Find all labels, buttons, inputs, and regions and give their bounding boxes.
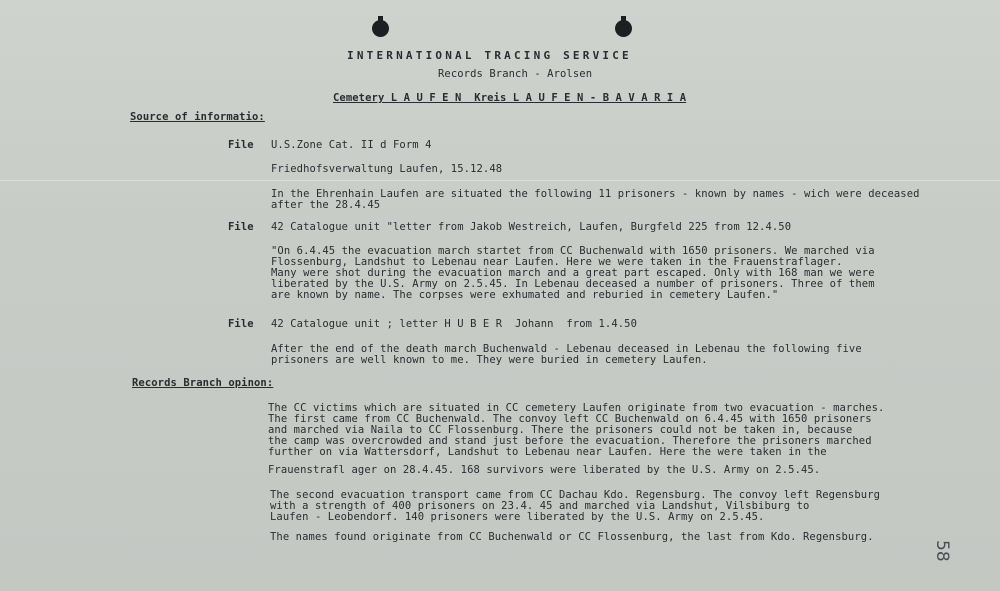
file1-source: Friedhofsverwaltung Laufen, 15.12.48 xyxy=(271,163,503,175)
file3-reference: 42 Catalogue unit ; letter H U B E R Johann from 1.4.50 xyxy=(271,318,638,330)
file2-text-line: are known by name. The corpses were exhumated and reburied in cemetery Laufen." xyxy=(271,289,779,301)
file-label-3: File xyxy=(228,318,254,330)
file-label-1: File xyxy=(228,139,254,151)
file1-text-line: In the Ehrenhain Laufen are situated the following 11 prisoners - known by names - wich were deceased xyxy=(271,188,920,200)
document-subtitle: Records Branch - Arolsen xyxy=(438,68,593,80)
file2-text-line: liberated by the U.S. Army on 2.5.45. In Lebenau deceased a number of prisoners. Three of them xyxy=(271,278,875,290)
punch-hole-right xyxy=(615,20,632,37)
file-label-2: File xyxy=(228,221,254,233)
opinion1-text-line: Frauenstrafl ager on 28.4.45. 168 survivors were liberated by the U.S. Army on 2.5.45. xyxy=(268,464,821,476)
file3-text-line: After the end of the death march Buchenwald - Lebenau deceased in Lebenau the following five xyxy=(271,343,862,355)
file2-reference: 42 Catalogue unit "letter from Jakob Westreich, Laufen, Burgfeld 225 from 12.4.50 xyxy=(271,221,792,233)
file2-text-line: Flossenburg, Landshut to Lebenau near Laufen. Here we were taken in the Frauenstraflager. xyxy=(271,256,843,268)
file3-text-line: prisoners are well known to me. They were buried in cemetery Laufen. xyxy=(271,354,708,366)
page-number: 58 xyxy=(932,540,952,562)
file2-text-line: "On 6.4.45 the evacuation march startet from CC Buchenwald with 1650 prisoners. We marched via xyxy=(271,245,875,257)
opinion-heading: Records Branch opinon: xyxy=(132,377,274,389)
opinion2-text-line: The second evacuation transport came from CC Dachau Kdo. Regensburg. The convoy left Regensburg xyxy=(270,489,881,501)
opinion2-text-line: with a strength of 400 prisoners on 23.4. 45 and marched via Landshut, Vilsbiburg to xyxy=(270,500,810,512)
opinion2-text-line: Laufen - Leobendorf. 140 prisoners were liberated by the U.S. Army on 2.5.45. xyxy=(270,511,765,523)
opinion1-text-line: and marched via Naila to CC Flossenburg. There the prisoners could not be taken in, because xyxy=(268,424,853,436)
paper-fold xyxy=(0,180,1000,181)
file2-text-line: Many were shot during the evacuation march and a great part escaped. Only with 168 man we were xyxy=(271,267,875,279)
opinion3-text: The names found originate from CC Buchenwald or CC Flossenburg, the last from Kdo. Regensburg. xyxy=(270,531,874,543)
file1-reference: U.S.Zone Cat. II d Form 4 xyxy=(271,139,432,151)
file1-text-line: after the 28.4.45 xyxy=(271,199,381,211)
opinion1-text-line: The first came from CC Buchenwald. The convoy left CC Buchenwald on 6.4.45 with 1650 prisoners xyxy=(268,413,872,425)
punch-hole-left xyxy=(372,20,389,37)
cemetery-location: Cemetery L A U F E N Kreis L A U F E N - B A V A R I A xyxy=(333,92,687,104)
opinion1-text-line: the camp was overcrowded and stand just before the evacuation. Therefore the prisoners marched xyxy=(268,435,872,447)
opinion1-text-line: further on via Wattersdorf, Landshut to Lebenau near Laufen. Here the were taken in the xyxy=(268,446,827,458)
document-title: INTERNATIONAL TRACING SERVICE xyxy=(347,49,632,62)
source-heading: Source of informatio: xyxy=(130,111,265,123)
opinion1-text-line: The CC victims which are situated in CC cemetery Laufen originate from two evacuation - marches. xyxy=(268,402,885,414)
